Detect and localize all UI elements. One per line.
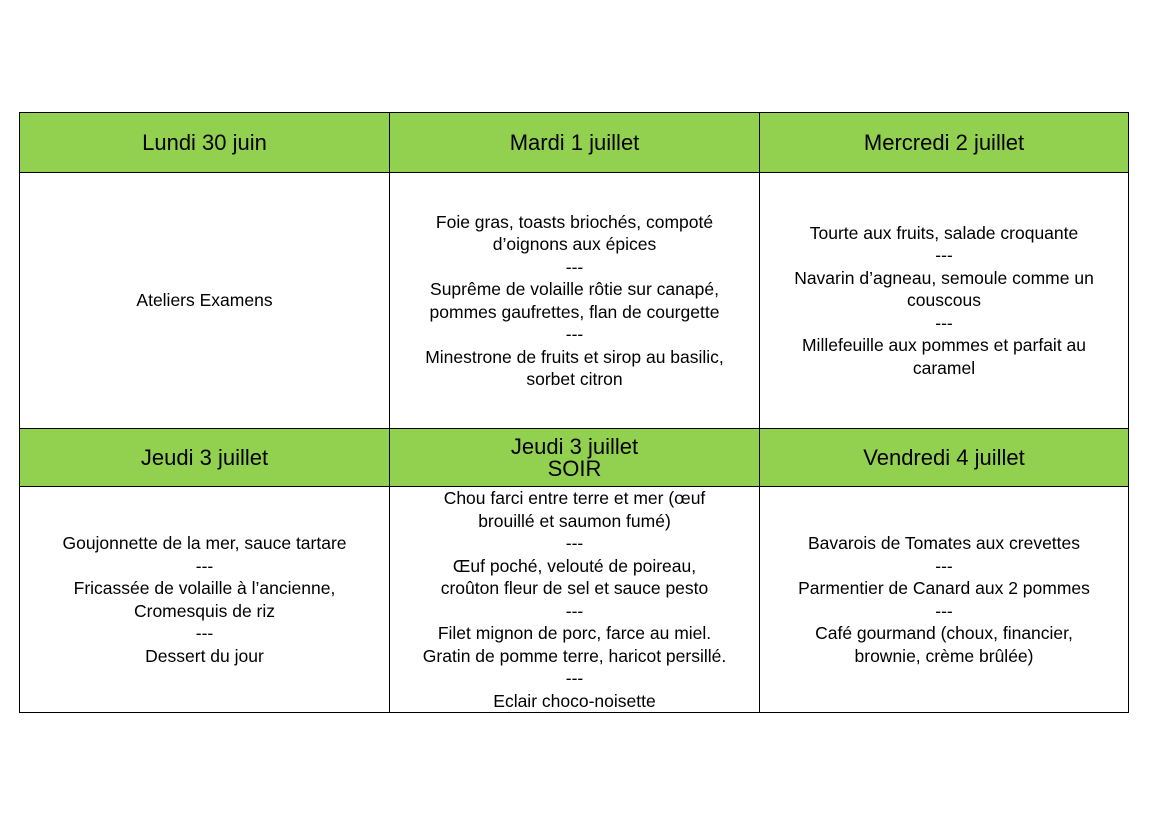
- weekly-menu-table: [19, 112, 1129, 713]
- menu-line: Tourte aux fruits, salade croquante: [809, 222, 1079, 243]
- day-header-text: Jeudi 3 juillet: [140, 444, 269, 470]
- menu-separator: ---: [565, 324, 584, 344]
- menu-cell-tuesday: [390, 173, 760, 429]
- menu-line: Œuf poché, velouté de poireau,: [452, 555, 697, 576]
- menu-line: brouillé et saumon fumé): [478, 510, 671, 531]
- menu-line: Foie gras, toasts briochés, compoté: [435, 211, 714, 232]
- menu-line: pommes gaufrettes, flan de courgette: [429, 301, 720, 322]
- menu-separator: ---: [935, 555, 953, 576]
- menu-line: Chou farci entre terre et mer (œuf: [443, 488, 706, 508]
- menu-separator: ---: [565, 668, 584, 688]
- menu-row-2: [20, 487, 1129, 713]
- menu-line: sorbet citron: [526, 369, 623, 389]
- menu-separator: ---: [565, 256, 584, 277]
- menu-separator: ---: [935, 312, 953, 333]
- menu-line: croûton fleur de sel et sauce pesto: [440, 578, 709, 598]
- day-header-tuesday: [390, 113, 760, 173]
- menu-line: Goujonnette de la mer, sauce tartare: [62, 533, 347, 553]
- menu-line: Millefeuille aux pommes et parfait au: [801, 335, 1087, 356]
- menu-line: Minestrone de fruits et sirop au basilic,: [425, 346, 724, 367]
- day-header-monday: [20, 113, 390, 173]
- menu-separator: ---: [935, 245, 953, 266]
- day-header-text: Vendredi 4 juillet: [863, 444, 1025, 470]
- menu-line: Ateliers Examens: [136, 290, 273, 311]
- menu-line: Gratin de pomme terre, haricot persillé.: [422, 645, 727, 666]
- menu-separator: ---: [935, 600, 953, 621]
- day-header-friday: [760, 429, 1129, 487]
- menu-line: Suprême de volaille rôtie sur canapé,: [430, 279, 719, 299]
- menu-separator: ---: [195, 623, 214, 643]
- day-header-thursday: [20, 429, 390, 487]
- menu-separator: ---: [565, 600, 584, 621]
- menu-line: Eclair choco-noisette: [493, 690, 656, 711]
- menu-line: Navarin d’agneau, semoule comme un: [794, 267, 1094, 288]
- day-header-text: Mercredi 2 juillet: [863, 129, 1025, 155]
- menu-line: Café gourmand (choux, financier,: [815, 623, 1073, 643]
- menu-line: Bavarois de Tomates aux crevettes: [807, 533, 1081, 553]
- menu-line: caramel: [912, 357, 976, 378]
- menu-line: Dessert du jour: [145, 645, 264, 666]
- day-header-text: Mardi 1 juillet: [509, 129, 640, 155]
- header-row-2: [20, 429, 1129, 487]
- menu-line: Filet mignon de porc, farce au miel.: [437, 623, 712, 643]
- day-header-text: Lundi 30 juin: [142, 129, 267, 155]
- menu-line: couscous: [907, 290, 981, 311]
- menu-cell-thursday-evening: [390, 487, 760, 713]
- menu-line: Cromesquis de riz: [133, 600, 276, 621]
- menu-separator: ---: [195, 555, 214, 576]
- day-header-thursday-evening: [390, 429, 760, 487]
- menu-cell-wednesday: [760, 173, 1129, 429]
- menu-cell-thursday: [20, 487, 390, 713]
- menu-line: Fricassée de volaille à l’ancienne,: [73, 578, 336, 598]
- header-row-1: [20, 113, 1129, 173]
- menu-separator: ---: [565, 533, 584, 553]
- menu-row-1: [20, 173, 1129, 429]
- day-header-subtext: SOIR: [547, 455, 602, 481]
- menu-cell-friday: [760, 487, 1129, 713]
- menu-line: d’oignons aux épices: [492, 234, 657, 254]
- menu-line: Parmentier de Canard aux 2 pommes: [798, 578, 1090, 598]
- day-header-wednesday: [760, 113, 1129, 173]
- menu-cell-monday: [20, 173, 390, 429]
- menu-line: brownie, crème brûlée): [854, 645, 1034, 666]
- day-header-text: Jeudi 3 juillet: [510, 433, 639, 459]
